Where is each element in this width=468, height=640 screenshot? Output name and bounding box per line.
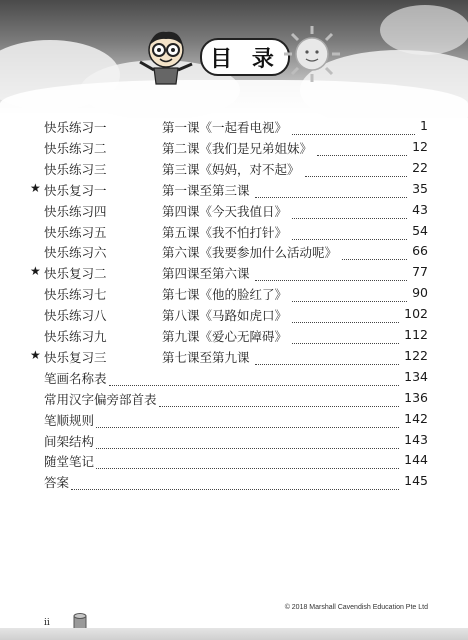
star-icon: ★ (30, 347, 41, 362)
toc-section-title: 快乐练习七 (44, 287, 107, 303)
header-banner (0, 0, 468, 118)
toc-section-title: 快乐复习二 (44, 266, 107, 282)
dot-leader (255, 264, 407, 281)
toc-page-number: 122 (401, 348, 428, 363)
toc-section-title: 笔顺规则 (44, 412, 95, 428)
toc-section-title: 快乐练习三 (44, 161, 107, 177)
dot-leader (96, 432, 399, 449)
toc-row[interactable] (0, 285, 468, 305)
toc-page-number: 35 (409, 181, 428, 196)
toc-page-number: 1 (417, 118, 428, 133)
toc-section-title: 间架结构 (44, 433, 95, 449)
toc-page-number: 136 (401, 390, 428, 405)
toc-row[interactable] (0, 160, 468, 180)
copyright-text: © 2018 Marshall Cavendish Education Pte Ltd (284, 604, 428, 611)
toc-row[interactable] (0, 432, 468, 452)
toc-page-number: 66 (409, 243, 428, 258)
toc-page-number: 144 (401, 452, 428, 467)
dot-leader (255, 348, 399, 365)
toc-section-title: 快乐练习四 (44, 203, 107, 219)
dot-leader (292, 223, 407, 240)
toc-page-number: 90 (409, 285, 428, 300)
dot-leader (292, 285, 407, 302)
toc-lesson-title: 第六课《我要参加什么活动呢》 (162, 243, 340, 261)
dot-leader (292, 327, 399, 344)
footer-bar (0, 628, 468, 640)
dot-leader (96, 452, 399, 469)
dot-leader (292, 118, 415, 135)
toc-lesson-title: 第三课《妈妈，对不起》 (162, 160, 303, 178)
toc-row[interactable] (0, 452, 468, 472)
toc-lesson-title: 第二课《我们是兄弟姐妹》 (162, 139, 315, 157)
toc-lesson-title: 第一课《一起看电视》 (162, 118, 290, 136)
toc-section-title: 快乐复习一 (44, 182, 107, 198)
toc-section-title: 快乐练习二 (44, 140, 107, 156)
toc-lesson-title: 第七课至第九课 (162, 348, 253, 366)
toc-row[interactable] (0, 243, 468, 263)
toc-row[interactable] (0, 473, 468, 493)
toc-row[interactable] (0, 264, 468, 284)
toc-page-number: 134 (401, 369, 428, 384)
dot-leader (292, 306, 399, 323)
toc-page-number: 12 (409, 139, 428, 154)
toc-row[interactable] (0, 369, 468, 389)
toc-row[interactable] (0, 118, 468, 138)
toc-page-number: 112 (401, 327, 428, 342)
toc-section-title: 快乐练习八 (44, 308, 107, 324)
mascot-boy-icon (136, 26, 196, 86)
toc-page-number: 143 (401, 432, 428, 447)
toc-row[interactable] (0, 139, 468, 159)
toc-row[interactable] (0, 202, 468, 222)
title-badge (200, 38, 290, 76)
sun-icon (282, 24, 342, 84)
toc-page-number: 22 (409, 160, 428, 175)
toc-row[interactable] (0, 411, 468, 431)
toc-lesson-title: 第七课《他的脸红了》 (162, 285, 290, 303)
toc-lesson-title: 第五课《我不怕打针》 (162, 223, 290, 241)
page-title: 目 录 (210, 46, 280, 72)
dot-leader (342, 243, 407, 260)
dot-leader (71, 473, 399, 490)
toc-page-number: 77 (409, 264, 428, 279)
toc-page-number: 102 (401, 306, 428, 321)
dot-leader (292, 202, 407, 219)
toc-page-number: 54 (409, 223, 428, 238)
star-icon: ★ (30, 180, 41, 195)
dot-leader (255, 181, 407, 198)
cloud-decoration (0, 80, 468, 118)
toc-row[interactable] (0, 181, 468, 201)
toc-section-title: 快乐练习五 (44, 224, 107, 240)
toc-section-title: 笔画名称表 (44, 370, 107, 386)
toc-section-title: 快乐练习九 (44, 329, 107, 344)
page-number: ii (44, 618, 50, 628)
dot-leader (317, 139, 407, 156)
toc-section-title: 常用汉字偏旁部首表 (44, 391, 157, 407)
toc-lesson-title: 第八课《马路如虎口》 (162, 306, 290, 324)
star-icon: ★ (30, 264, 41, 279)
toc-page-number: 142 (401, 411, 428, 426)
toc-lesson-title: 第四课《今天我值日》 (162, 202, 290, 220)
toc-lesson-title: 第一课至第三课 (162, 181, 253, 199)
dot-leader (305, 160, 407, 177)
toc-row[interactable] (0, 390, 468, 410)
toc-row[interactable] (0, 223, 468, 243)
dot-leader (159, 390, 399, 407)
cloud-decoration (380, 5, 468, 55)
toc-page-number: 145 (401, 473, 428, 488)
toc-section-title: 快乐复习三 (44, 349, 107, 365)
toc-section-title: 答案 (44, 475, 70, 491)
dot-leader (96, 411, 399, 428)
toc-row[interactable] (0, 327, 468, 347)
toc-section-title: 快乐练习一 (44, 120, 107, 135)
toc-section-title: 随堂笔记 (44, 454, 95, 470)
toc-row[interactable] (0, 348, 468, 368)
dot-leader (109, 369, 399, 386)
toc-page-number: 43 (409, 202, 428, 217)
toc-section-title: 快乐练习六 (44, 245, 107, 261)
toc-lesson-title: 第四课至第六课 (162, 264, 253, 282)
toc-row[interactable] (0, 306, 468, 326)
toc-lesson-title: 第九课《爱心无障碍》 (162, 327, 290, 345)
